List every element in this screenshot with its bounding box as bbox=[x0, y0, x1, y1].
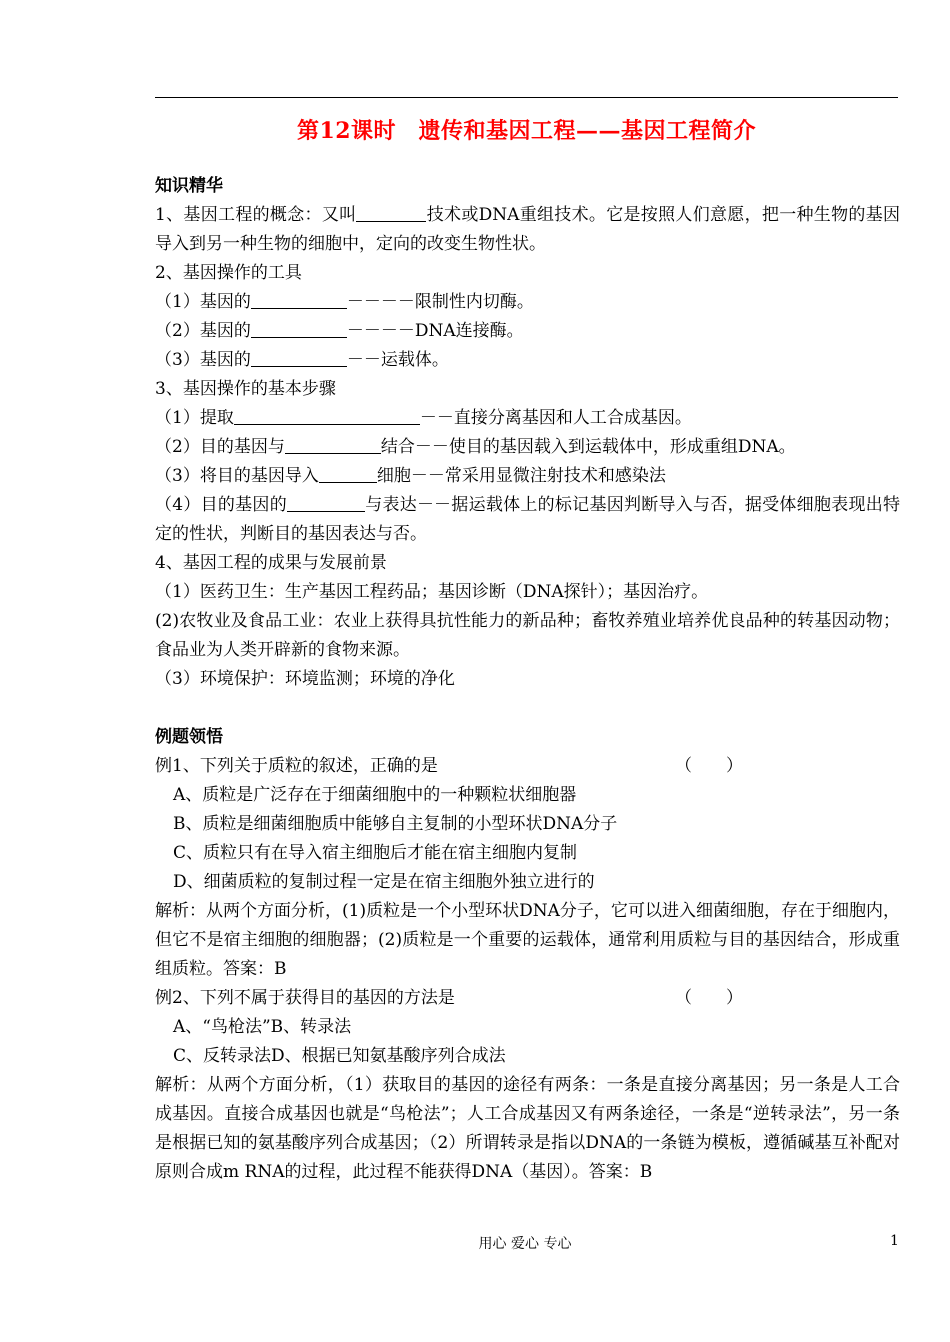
document-body bbox=[155, 172, 900, 1187]
results-heading: 4、基因工程的成果与发展前景 bbox=[155, 553, 387, 573]
fill-blank bbox=[251, 290, 347, 309]
fill-blank bbox=[319, 464, 377, 483]
knowledge-heading: 知识精华 bbox=[155, 176, 223, 196]
example-1-stem: 例1、下列关于质粒的叙述，正确的是 bbox=[155, 756, 438, 776]
tool-2-text-b: －－－－DNA连接酶。 bbox=[346, 321, 524, 341]
step-3-text-b: 细胞－－常采用显微注射技术和感染法 bbox=[376, 466, 666, 486]
examples-heading: 例题领悟 bbox=[155, 727, 223, 747]
example-1-option-a: A、质粒是广泛存在于细菌细胞中的一种颗粒状细胞器 bbox=[173, 785, 577, 805]
step-3-text-a: （3）将目的基因导入 bbox=[155, 466, 319, 486]
example-2-stem: 例2、下列不属于获得目的基因的方法是 bbox=[155, 988, 455, 1008]
tool-1-text-a: （1）基因的 bbox=[155, 292, 251, 312]
tools-heading: 2、基因操作的工具 bbox=[155, 263, 302, 283]
step-item-2 bbox=[155, 433, 900, 462]
example-1-option-d: D、细菌质粒的复制过程一定是在宿主细胞外独立进行的 bbox=[173, 872, 595, 892]
step-item-3 bbox=[155, 462, 900, 491]
tool-item-1 bbox=[155, 288, 900, 317]
tool-3-text-b: －－运载体。 bbox=[346, 350, 449, 370]
fill-blank bbox=[251, 319, 347, 338]
fill-blank bbox=[234, 406, 420, 425]
result-item-2: (2)农牧业及食品工业：农业上获得具抗性能力的新品种；畜牧养殖业培养优良品种的转基因动物；食品业为人类开辟新的食物来源。 bbox=[155, 611, 900, 660]
concept-text-a: 1、基因工程的概念：又叫 bbox=[155, 205, 357, 225]
tool-1-text-b: －－－－限制性内切酶。 bbox=[346, 292, 534, 312]
tool-item-3 bbox=[155, 346, 900, 375]
concept-text-b: 技术或DNA重组技术。它是按照人们意愿，把一种生物的基因导入到另一种生物的细胞中，定向的改变生物性状。 bbox=[155, 205, 900, 254]
example-2-options-row-1 bbox=[155, 1013, 900, 1042]
step-item-1 bbox=[155, 404, 900, 433]
example-2-option-b: B、转录法 bbox=[270, 1017, 352, 1037]
spacer bbox=[155, 694, 900, 723]
step-2-text-b: 结合－－使目的基因载入到运载体中，形成重组DNA。 bbox=[380, 437, 796, 457]
step-1-text-b: －－直接分离基因和人工合成基因。 bbox=[419, 408, 692, 428]
fill-blank bbox=[285, 435, 381, 454]
fill-blank bbox=[356, 203, 426, 222]
example-2-analysis: 解析：从两个方面分析，（1）获取目的基因的途径有两条：一条是直接分离基因；另一条是人工合成基因。直接合成基因也就是“鸟枪法”；人工合成基因又有两条途径，一条是“逆转录法”，另一条是根据已知的氨基酸序列合成基因；（2）所谓转录是指以DNA的一条链为模板，遵循碱基互补配对原则合成m RNA的过程，此过程不能获得DNA（基因）。答案：B bbox=[155, 1075, 900, 1182]
example-1-analysis: 解析：从两个方面分析，(1)质粒是一个小型环状DNA分子，它可以进入细菌细胞，存在于细胞内，但它不是宿主细胞的细胞器；(2)质粒是一个重要的运载体，通常利用质粒与目的基因结合，形成重组质粒。答案：B bbox=[155, 901, 900, 979]
example-1-question bbox=[155, 752, 900, 781]
step-item-4 bbox=[155, 491, 900, 549]
result-item-3: （3）环境保护：环境监测；环境的净化 bbox=[155, 669, 455, 689]
header-rule bbox=[155, 97, 898, 98]
page-number: 1 bbox=[890, 1233, 899, 1249]
tool-item-2 bbox=[155, 317, 900, 346]
tool-3-text-a: （3）基因的 bbox=[155, 350, 251, 370]
example-2-question bbox=[155, 984, 900, 1013]
step-4-text-b: 与表达－－据运载体上的标记基因判断导入与否，据受体细胞表现出特定的性状，判断目的基因表达与否。 bbox=[155, 495, 900, 544]
footer-slogan: 用心 爱心 专心 bbox=[478, 1236, 572, 1252]
answer-parenthesis: （ ） bbox=[675, 756, 743, 776]
example-2-option-c: C、反转录法 bbox=[173, 1046, 272, 1066]
tool-2-text-a: （2）基因的 bbox=[155, 321, 251, 341]
answer-parenthesis: （ ） bbox=[675, 988, 743, 1008]
page-title: 第12课时 遗传和基因工程——基因工程简介 bbox=[296, 118, 757, 144]
example-1-option-c: C、质粒只有在导入宿主细胞后才能在宿主细胞内复制 bbox=[173, 843, 578, 863]
example-1-option-b: B、质粒是细菌细胞质中能够自主复制的小型环状DNA分子 bbox=[173, 814, 618, 834]
step-4-text-a: （4）目的基因的 bbox=[155, 495, 287, 515]
step-2-text-a: （2）目的基因与 bbox=[155, 437, 285, 457]
fill-blank bbox=[251, 348, 347, 367]
example-2-options-row-2 bbox=[155, 1042, 900, 1071]
result-item-1: （1）医药卫生：生产基因工程药品；基因诊断（DNA探针）；基因治疗。 bbox=[155, 582, 709, 602]
example-2-option-d: D、根据已知氨基酸序列合成法 bbox=[271, 1046, 506, 1066]
step-1-text-a: （1）提取 bbox=[155, 408, 234, 428]
fill-blank bbox=[287, 493, 365, 512]
steps-heading: 3、基因操作的基本步骤 bbox=[155, 379, 336, 399]
concept-paragraph bbox=[155, 201, 900, 259]
example-2-option-a: A、“鸟枪法” bbox=[173, 1017, 271, 1037]
